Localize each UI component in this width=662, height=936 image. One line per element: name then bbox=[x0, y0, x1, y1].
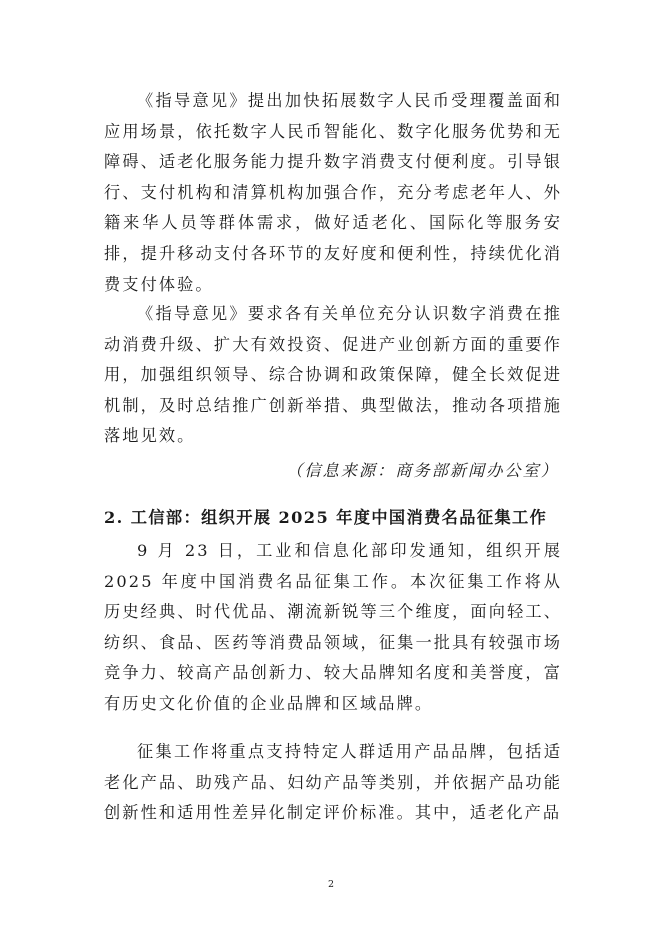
body-paragraph: 《指导意见》提出加快拓展数字人民币受理覆盖面和应用场景，依托数字人民币智能化、数字化服务优势和无障碍、适老化服务能力提升数字消费支付便利度。引导银行、支付机构和清算机构加强合作，充分考虑老年人、外籍来华人员等群体需求，做好适老化、国际化等服务安排，提升移动支付各环节的友好度和便利性，持续优化消费支付体验。 bbox=[104, 91, 562, 294]
body-paragraph: 《指导意见》要求各有关单位充分认识数字消费在推动消费升级、扩大有效投资、促进产业创新方面的重要作用，加强组织领导、综合协调和政策保障，健全长效促进机制，及时总结推广创新举措、典型做法，推动各项措施落地见效。 bbox=[104, 304, 562, 446]
body-paragraph: 9 月 23 日，工业和信息化部印发通知，组织开展 2025 年度中国消费名品征集工作。本次征集工作将从历史经典、时代优品、潮流新锐等三个维度，面向轻工、纺织、食品、医药等消费品领域，征集一批具有较强市场竞争力、较高产品创新力、较大品牌知名度和美誉度，富有历史文化价值的企业品牌和区域品牌。 bbox=[104, 541, 562, 713]
section-heading: 2. 工信部：组织开展 2025 年度中国消费名品征集工作 bbox=[104, 508, 548, 527]
source-note: （信息来源：商务部新闻办公室） bbox=[286, 461, 559, 480]
page-number: 2 bbox=[327, 879, 335, 890]
body-paragraph: 征集工作将重点支持特定人群适用产品品牌，包括适老化产品、助残产品、妇幼产品等类别，并依据产品功能创新性和适用性差异化制定评价标准。其中，适老化产品 bbox=[104, 742, 562, 823]
